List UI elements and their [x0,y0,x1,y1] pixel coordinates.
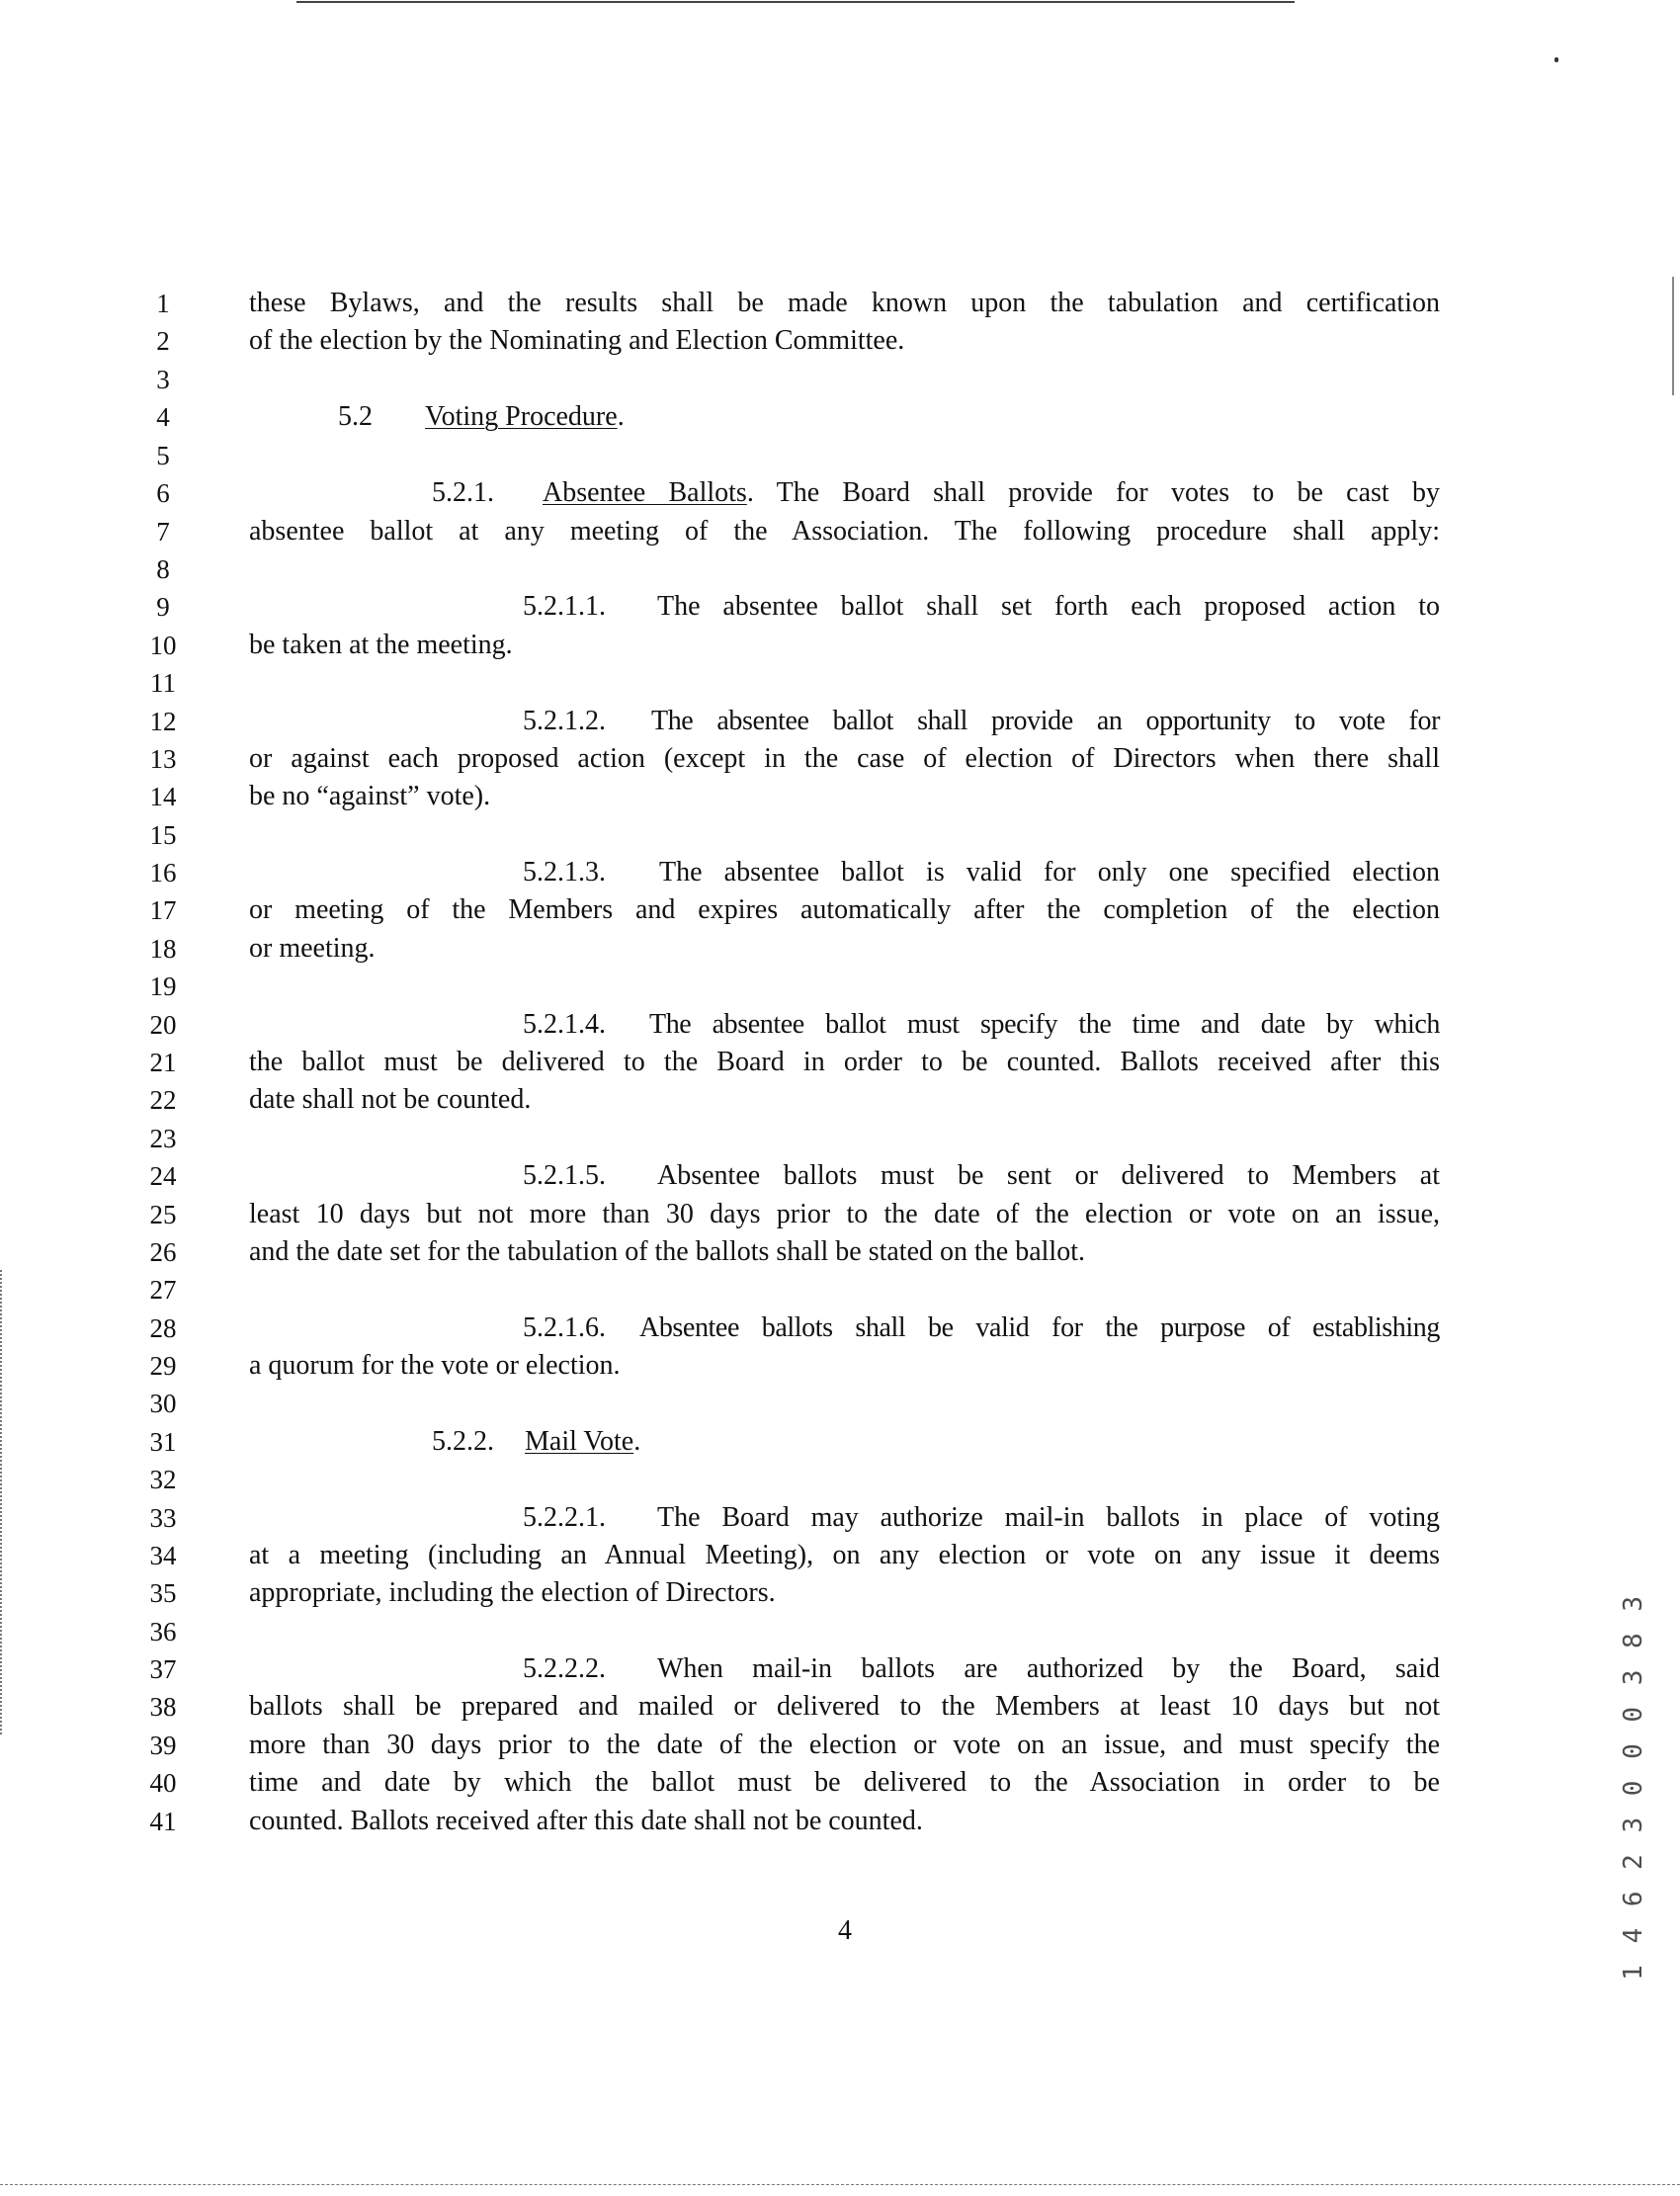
section-text: The absentee ballot shall provide an opportunity to vote for [651,706,1440,736]
section-text: Absentee ballots must be sent or delivered to Members at [657,1160,1440,1191]
page-number: 4 [838,1915,852,1946]
line-number: 10 [149,631,177,660]
line-number: 27 [149,1275,177,1305]
line-number: 8 [156,554,170,584]
section-text: . The Board shall provide for votes to be cast by [746,477,1440,508]
section-title: Mail Vote [525,1426,634,1457]
line-number: 32 [149,1465,177,1494]
line-number: 21 [149,1048,177,1077]
section-number: 5.2.2.2. [523,1653,606,1684]
section-text: The absentee ballot must specify the time and date by which [649,1009,1440,1040]
section-text: The absentee ballot shall set forth each proposed action to [657,591,1440,622]
text-line: ballots shall be prepared and mailed or delivered to the Members at least 10 days but not [249,1691,1440,1722]
line-number: 9 [156,592,170,622]
section-5-2-2-heading: 5.2.2. Mail Vote. [432,1426,641,1457]
section-5-2-1-1-line [249,592,1440,622]
line-number: 5 [156,441,170,470]
text-line: and the date set for the tabulation of the ballots shall be stated on the ballot. [249,1236,1085,1267]
line-number: 38 [149,1692,177,1722]
text-line: a quorum for the vote or election. [249,1350,621,1381]
line-number: 4 [156,402,170,432]
line-number: 19 [149,971,177,1001]
text-line: the ballot must be delivered to the Board in order to be counted. Ballots received after this [249,1047,1440,1077]
section-5-2-1-6-line [249,1313,1440,1343]
section-number: 5.2.1.2. [523,706,606,736]
text-line: appropriate, including the election of Directors. [249,1577,776,1608]
section-text: The absentee ballot is valid for only one specified election [659,857,1440,887]
line-number: 2 [156,326,170,356]
line-number: 35 [149,1578,177,1608]
line-number: 18 [149,934,177,964]
line-number: 36 [149,1617,177,1647]
text-line: be taken at the meeting. [249,630,513,660]
scan-speck [1554,57,1558,62]
line-number: 37 [149,1654,177,1684]
section-5-2-1-2-line [249,707,1440,736]
section-number: 5.2.1.5. [523,1160,606,1191]
section-number: 5.2.1. [432,477,494,508]
section-text: Absentee ballots shall be valid for the purpose of establishing [639,1312,1440,1343]
section-5-2-1-3-line [249,858,1440,887]
line-number: 29 [149,1351,177,1381]
section-number: 5.2.1.4. [523,1009,606,1040]
text-line: these Bylaws, and the results shall be made known upon the tabulation and certification [249,288,1440,318]
line-number: 25 [149,1200,177,1229]
left-scan-marks [0,1270,5,1734]
line-number: 30 [149,1389,177,1418]
section-text: The Board may authorize mail-in ballots in place of voting [657,1502,1440,1533]
top-scan-edge [296,1,1295,3]
section-5-2-1-line [249,478,1440,508]
line-number: 1 [156,289,170,318]
line-number: 13 [149,744,177,774]
line-number: 33 [149,1503,177,1533]
section-number: 5.2 [338,401,373,432]
section-number: 5.2.2. [432,1426,494,1457]
section-text: When mail-in ballots are authorized by the Board, said [657,1653,1440,1684]
line-number: 28 [149,1313,177,1343]
bottom-scan-edge [0,2184,1680,2185]
line-number: 12 [149,707,177,736]
section-number: 5.2.1.1. [523,591,606,622]
line-number: 7 [156,517,170,547]
text-line: time and date by which the ballot must be delivered to the Association in order to be [249,1767,1440,1798]
text-line: at a meeting (including an Annual Meeting), on any election or vote on any issue it deems [249,1540,1440,1570]
text-line: counted. Ballots received after this date shall not be counted. [249,1806,923,1836]
section-title: Voting Procedure [425,401,618,432]
line-number: 14 [149,782,177,811]
section-5-2-1-5-line [249,1161,1440,1191]
right-scan-edge [1672,277,1674,395]
section-5-2-1-4-line [249,1010,1440,1040]
line-number: 26 [149,1237,177,1267]
section-5-2-2-1-line [249,1503,1440,1533]
line-number: 11 [150,668,176,698]
text-line: or against each proposed action (except in the case of election of Directors when there shall [249,743,1440,774]
line-number: 39 [149,1731,177,1760]
text-line: be no “against” vote). [249,781,491,811]
line-number: 24 [149,1161,177,1191]
line-number: 16 [149,858,177,887]
line-number: 20 [149,1010,177,1040]
line-number: 40 [149,1768,177,1798]
text-line: or meeting of the Members and expires automatically after the completion of the election [249,894,1440,925]
line-number: 34 [149,1541,177,1570]
section-5-2-2-2-line [249,1654,1440,1684]
section-5-2-heading: 5.2 Voting Procedure. [338,401,625,432]
line-number: 3 [156,365,170,394]
section-number: 5.2.1.3. [523,857,606,887]
text-line: date shall not be counted. [249,1084,532,1115]
line-number: 23 [149,1124,177,1153]
line-number: 31 [149,1427,177,1457]
line-number: 22 [149,1085,177,1115]
text-line: more than 30 days prior to the date of the election or vote on an issue, and must specify the [249,1730,1440,1760]
section-title: Absentee Ballots [543,477,747,508]
line-number: 15 [149,820,177,850]
text-line: of the election by the Nominating and Election Committee. [249,325,905,356]
section-number: 5.2.1.6. [523,1312,606,1343]
text-line: least 10 days but not more than 30 days prior to the date of the election or vote on an issue, [249,1199,1440,1229]
line-number: 41 [149,1807,177,1836]
line-number: 6 [156,478,170,508]
section-number: 5.2.2.1. [523,1502,606,1533]
text-line: or meeting. [249,933,376,964]
text-line: absentee ballot at any meeting of the Association. The following procedure shall apply: [249,516,1440,547]
line-number: 17 [149,895,177,925]
margin-bates-stamp: 1 4 6 2 3 0 0 0 3 8 3 [1619,1593,1648,1981]
